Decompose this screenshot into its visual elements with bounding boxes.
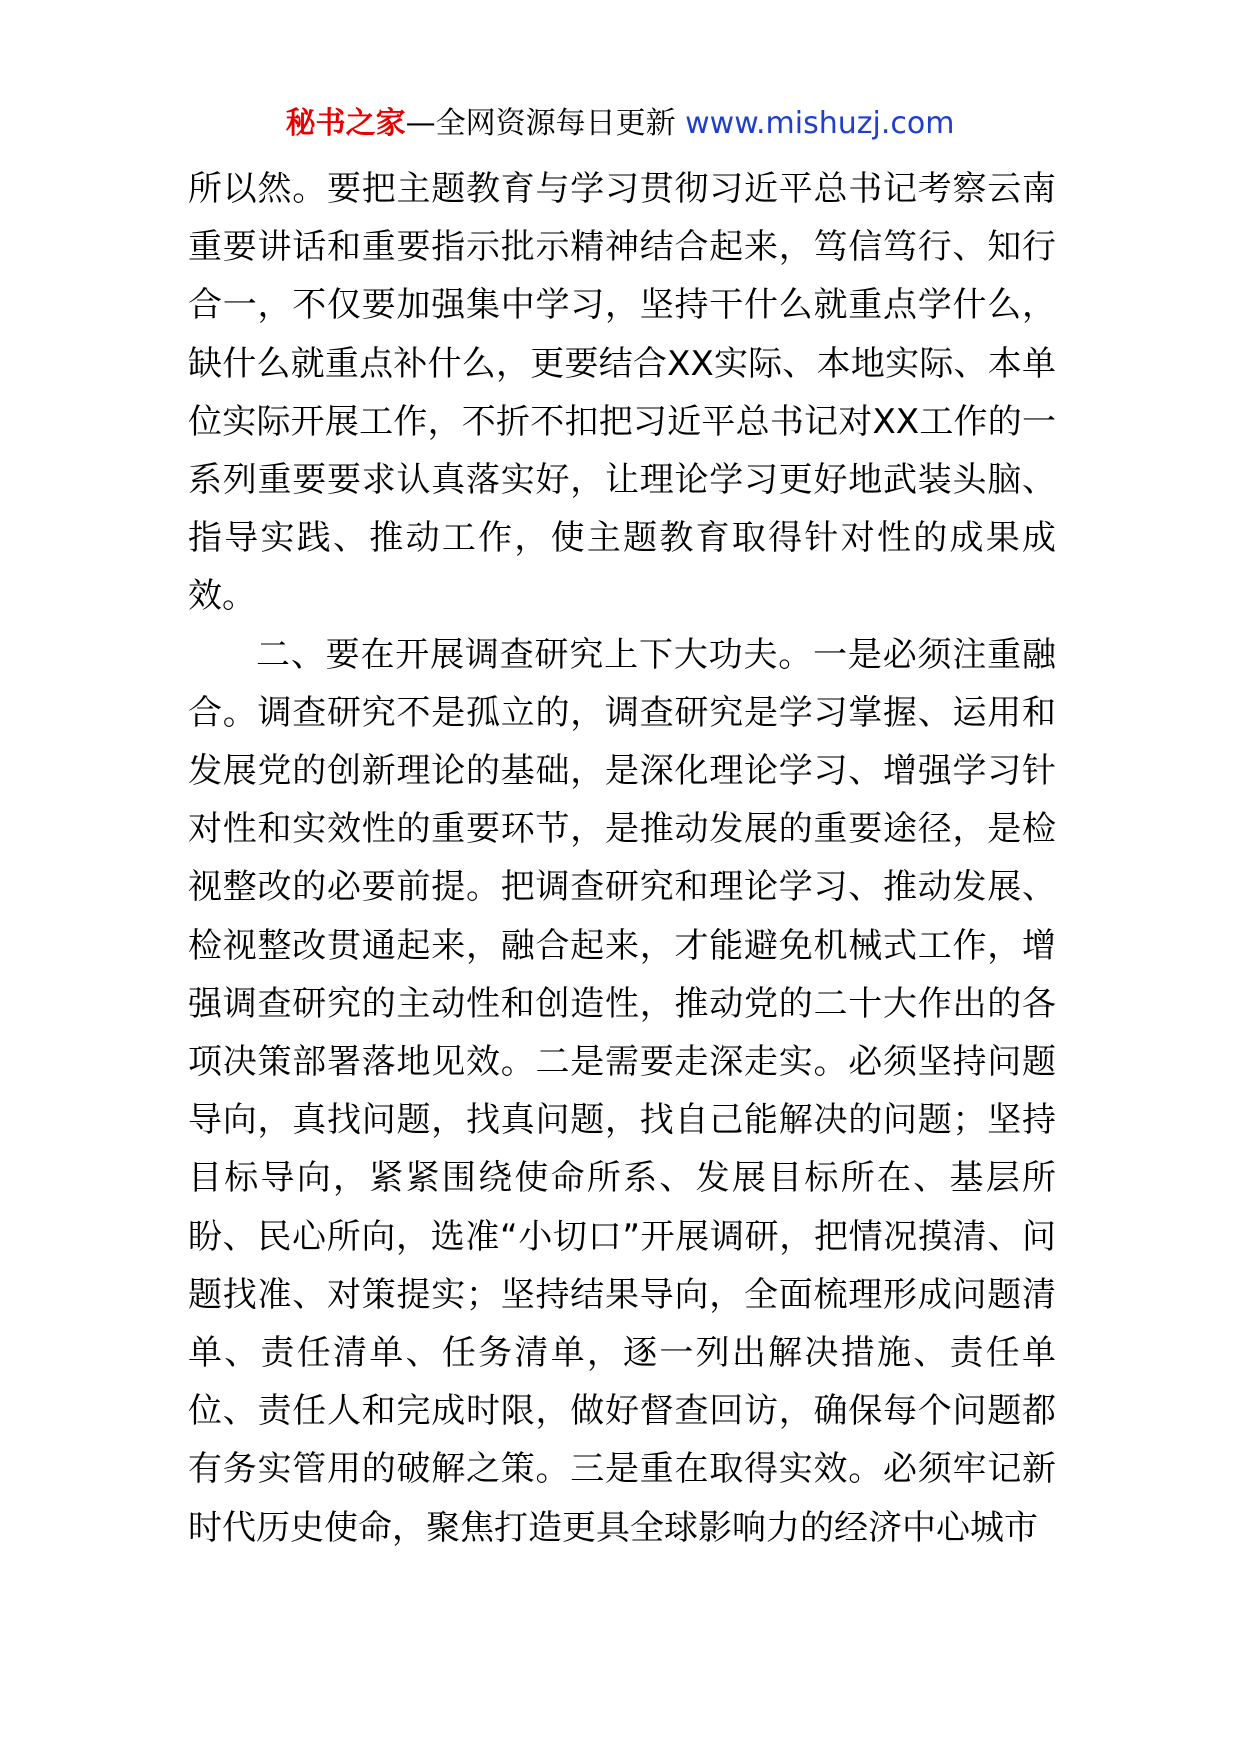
page-header [0,104,1240,144]
document-body [188,160,1056,1557]
paragraph-continuation: 所以然。要把主题教育与学习贯彻习近平总书记考察云南重要讲话和重要指示批示精神结合起来，笃信笃行、知行合一，不仅要加强集中学习，坚持干什么就重点学什么，缺什么就重点补什么，更要结合XX实际、本地实际、本单位实际开展工作，不折不扣把习近平总书记对XX工作的一系列重要要求认真落实好，让理论学习更好地武装头脑、指导实践、推动工作，使主题教育取得针对性的成果成效。 [188,169,1056,617]
paragraph-section-two: 二、要在开展调查研究上下大功夫。一是必须注重融合。调查研究不是孤立的，调查研究是学习掌握、运用和发展党的创新理论的基础，是深化理论学习、增强学习针对性和实效性的重要环节，是推动发展的重要途径，是检视整改的必要前提。把调查研究和理论学习、推动发展、检视整改贯通起来，融合起来，才能避免机械式工作，增强调查研究的主动性和创造性，推动党的二十大作出的各项决策部署落地见效。二是需要走深走实。必须坚持问题导向，真找问题，找真问题，找自己能解决的问题；坚持目标导向，紧紧围绕使命所系、发展目标所在、基层所盼、民心所向，选准“小切口”开展调研，把情况摸清、问题找准、对策提实；坚持结果导向，全面梳理形成问题清单、责任清单、任务清单，逐一列出解决措施、责任单位、责任人和完成时限，做好督查回访，确保每个问题都有务实管用的破解之策。三是重在取得实效。必须牢记新时代历史使命，聚焦打造更具全球影响力的经济中心城市 [188,634,1056,1548]
header-brand: 秘书之家 [285,106,406,141]
header-url-link[interactable]: www.mishuzj.com [685,106,955,141]
header-tagline: —全网资源每日更新 [405,106,686,141]
